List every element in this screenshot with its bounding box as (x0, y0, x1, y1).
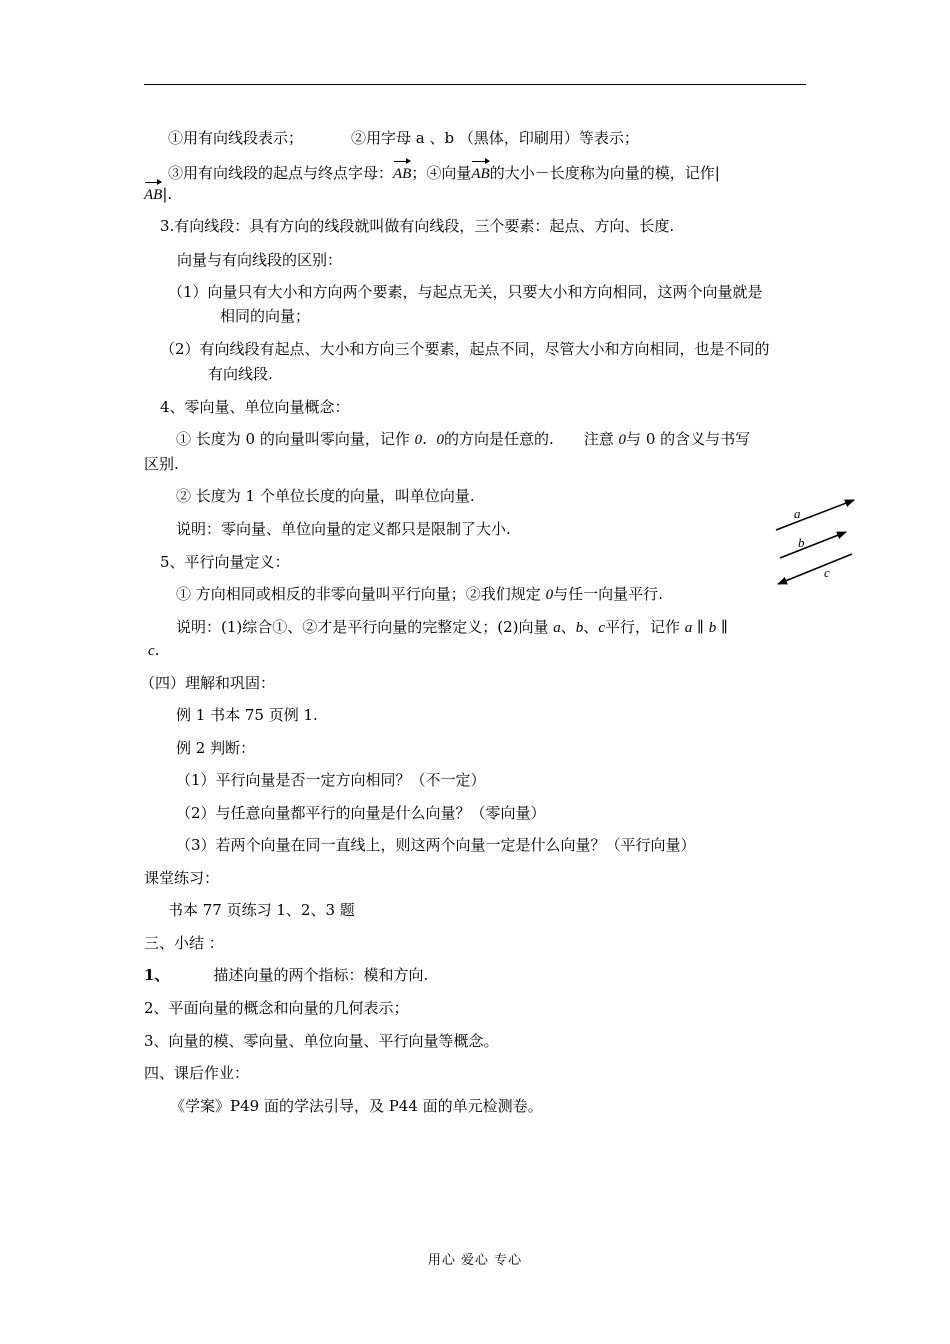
text: 描述向量的两个指标：模和方向. (213, 966, 429, 984)
zero-vector: 0 (436, 432, 444, 448)
vector-b-label: b (798, 535, 805, 550)
parallel-symbol: ∥ (692, 618, 709, 636)
text-line: （1）平行向量是否一定方向相同？（不一定） (176, 771, 486, 789)
text: . (422, 430, 427, 448)
vector-b-arrow (780, 532, 846, 558)
text-line: 5、平行向量定义： (160, 553, 290, 571)
text: ①用有向线段表示； (168, 129, 304, 147)
header-rule (144, 84, 806, 85)
text-line (176, 617, 728, 638)
vector-a-arrow (776, 500, 854, 530)
text-line: 《学案》P49 面的学法引导，及 P44 面的单元检测卷。 (170, 1097, 543, 1115)
text-line: 向量与有向线段的区别： (177, 251, 343, 269)
text-line (144, 182, 172, 205)
text: 1、 (144, 966, 170, 984)
text: 与 0 的含义与书写 (626, 430, 751, 448)
text-line: （2）有向线段有起点、大小和方向三个要素，起点不同，尽管大小和方向相同，也是不同的 (160, 340, 770, 358)
vector-a: a (684, 620, 693, 636)
zero-vector: 0 (618, 432, 627, 448)
text: 平行，记作 (604, 618, 680, 636)
text-line (144, 965, 428, 985)
text-line: 2、平面向量的概念和向量的几何表示； (144, 999, 409, 1017)
vector-ab: AB (393, 161, 411, 184)
text: |. (162, 185, 173, 203)
text: . (154, 641, 160, 659)
text: 、 (560, 618, 576, 636)
vector-ab: AB (144, 182, 162, 205)
text-line: 四、课后作业： (144, 1064, 250, 1082)
text: ②用字母 a 、b （黑体，印刷用）等表示； (351, 129, 639, 147)
text-line: 说明：零向量、单位向量的定义都只是限制了大小. (176, 520, 511, 538)
text: ① 长度为 0 的向量叫零向量，记作 (176, 430, 410, 448)
vector-ab: AB (471, 161, 489, 184)
text-line: 区别. (144, 455, 179, 473)
text-line: 3.有向线段：具有方向的线段就叫做有向线段，三个要素：起点、方向、长度. (160, 217, 675, 235)
page-footer: 用心 爱心 专心 (427, 1253, 523, 1268)
text-line: 3、向量的模、零向量、单位向量、平行向量等概念。 (144, 1032, 499, 1050)
text: 的方向是任意的. (443, 430, 554, 448)
text: 注意 (583, 430, 614, 448)
text-line: 书本 77 页练习 1、2、3 题 (168, 901, 355, 919)
zero-vector: 0 (414, 432, 423, 448)
text-line: ② 长度为 1 个单位长度的向量，叫单位向量. (176, 487, 475, 505)
text-line (168, 161, 720, 184)
text-line: （1）向量只有大小和方向两个要素，与起点无关，只要大小和方向相同，这两个向量就是 (168, 283, 763, 301)
text-line (148, 640, 159, 661)
text: 与任一向量平行. (553, 585, 663, 603)
text-line: 三、小结 ： (144, 934, 224, 952)
text-line: （3）若两个向量在同一直线上，则这两个向量一定是什么向量？（平行向量） (176, 836, 696, 854)
vector-a-label: a (794, 506, 801, 521)
text-line: 相同的向量； (220, 307, 311, 325)
vector-c-label: c (824, 565, 830, 580)
vector-c: c (598, 620, 605, 636)
vector-b: b (575, 620, 584, 636)
text: ；④向量 (411, 164, 472, 182)
parallel-symbol: ∥ (716, 618, 728, 636)
text-line (168, 128, 639, 148)
text: ① 方向相同或相反的非零向量叫平行向量；②我们规定 (176, 585, 541, 603)
text: 说明：(1)综合①、②才是平行向量的完整定义；(2)向量 (176, 618, 549, 636)
parallel-vectors-figure (772, 492, 862, 592)
text-line: 课堂练习： (144, 869, 220, 887)
text: 、 (583, 618, 599, 636)
text-line: （2）与任意向量都平行的向量是什么向量？（零向量） (176, 804, 546, 822)
vector-a: a (553, 620, 561, 636)
text: ③用有向线段的起点与终点字母： (168, 164, 394, 182)
text-line: 有向线段. (208, 365, 273, 383)
text-line: 例 2 判断： (176, 739, 256, 757)
vector-c-arrow (778, 554, 852, 584)
text-line: 例 1 书本 75 页例 1. (176, 706, 318, 724)
vector-c: c (148, 643, 155, 659)
vector-b: b (708, 620, 717, 636)
text-line (176, 429, 750, 450)
zero-vector: 0 (545, 587, 554, 603)
text-line (176, 584, 663, 605)
text-line: 4、零向量、单位向量概念： (160, 398, 350, 416)
text: 的大小－长度称为向量的模，记作| (489, 164, 720, 182)
text-line: （四）理解和巩固： (140, 674, 276, 692)
